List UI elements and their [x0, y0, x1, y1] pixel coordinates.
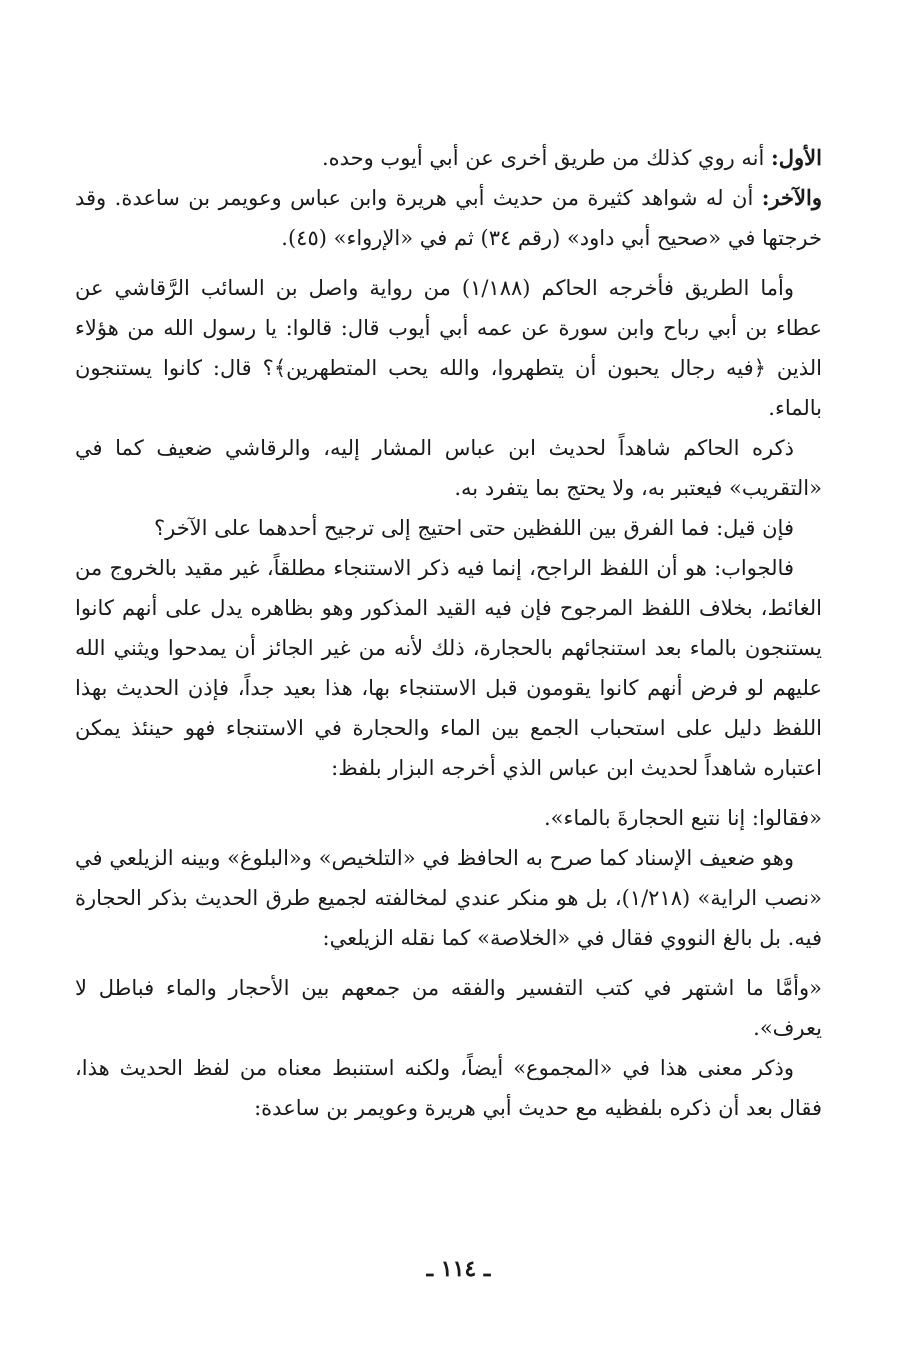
paragraph-lead: الأول:: [771, 145, 822, 170]
quote-bazzar: «فقالوا: إنا نتبع الحجارةَ بالماء».: [543, 806, 822, 830]
paragraph-text: أن له شواهد كثيرة من حديث أبي هريرة وابن عباس وعويمر بن ساعدة. وقد خرجتها في «صحيح أبي داود» (رقم ٣٤) ثم في «الإرواء» (٤٥).: [75, 186, 822, 250]
paragraph-hakim-witness: ذكره الحاكم شاهداً لحديث ابن عباس المشار إليه، والرقاشي ضعيف كما في «التقريب» فيعتبر به، ولا يحتج بما يتفرد به.: [75, 436, 822, 500]
paragraph-second: [75, 178, 822, 258]
paragraph-majmu: وذكر معنى هذا في «المجموع» أيضاً، ولكنه استنبط معناه من لفظ الحديث هذا، فقال بعد أن ذكره بلفظيه مع حديث أبي هريرة وعويمر بن ساعدة:: [75, 1056, 822, 1120]
paragraph-answer: فالجواب: هو أن اللفظ الراجح، إنما فيه ذكر الاستنجاء مطلقاً، غير مقيد بالخروج من الغائط، بخلاف اللفظ المرجوح فإن فيه القيد المذكور وهو بظاهره يدل على أنهم كانوا يستنجون بالماء بعد استنجائهم بالحجارة، ذلك لأنه من غير الجائز أن يمدحوا ويثني الله عليهم لو فرض أنهم كانوا يقومون قبل الاستنجاء بها، هذا بعيد جداً، فإذن الحديث بهذا اللفظ دليل على استحباب الجمع بين الماء والحجارة في الاستنجاء فهو حينئذ يمكن اعتباره شاهداً لحديث ابن عباس الذي أخرجه البزار بلفظ:: [75, 556, 822, 780]
paragraph-question: فإن قيل: فما الفرق بين اللفظين حتى احتيج إلى ترجيح أحدهما على الآخر؟: [153, 516, 794, 540]
page-number: ـ ١١٤ ـ: [426, 1256, 491, 1282]
quote-khulasa: «وأمَّا ما اشتهر في كتب التفسير والفقه من جمعهم بين الأحجار والماء فباطل لا يعرف».: [75, 976, 822, 1040]
paragraph-first: [75, 138, 822, 178]
paragraph-text: أنه روي كذلك من طريق أخرى عن أبي أيوب وحده.: [321, 146, 772, 170]
paragraph-hakim-route: وأما الطريق فأخرجه الحاكم (١/١٨٨) من رواية واصل بن السائب الرَّقاشي عن عطاء بن أبي رباح وابن سورة عن عمه أبي أيوب قال: قالوا: يا رسول الله من هؤلاء الذين ﴿فيه رجال يحبون أن يتطهروا، والله يحب المتطهرين﴾؟ قال: كانوا يستنجون بالماء.: [75, 276, 822, 420]
paragraph-lead: والآخر:: [761, 185, 822, 210]
paragraph-weak-isnad: وهو ضعيف الإسناد كما صرح به الحافظ في «التلخيص» و«البلوغ» وبينه الزيلعي في «نصب الراية» (١/٢١٨)، بل هو منكر عندي لمخالفته لجميع طرق الحديث بذكر الحجارة فيه. بل بالغ النووي فقال في «الخلاصة» كما نقله الزيلعي:: [75, 846, 822, 950]
